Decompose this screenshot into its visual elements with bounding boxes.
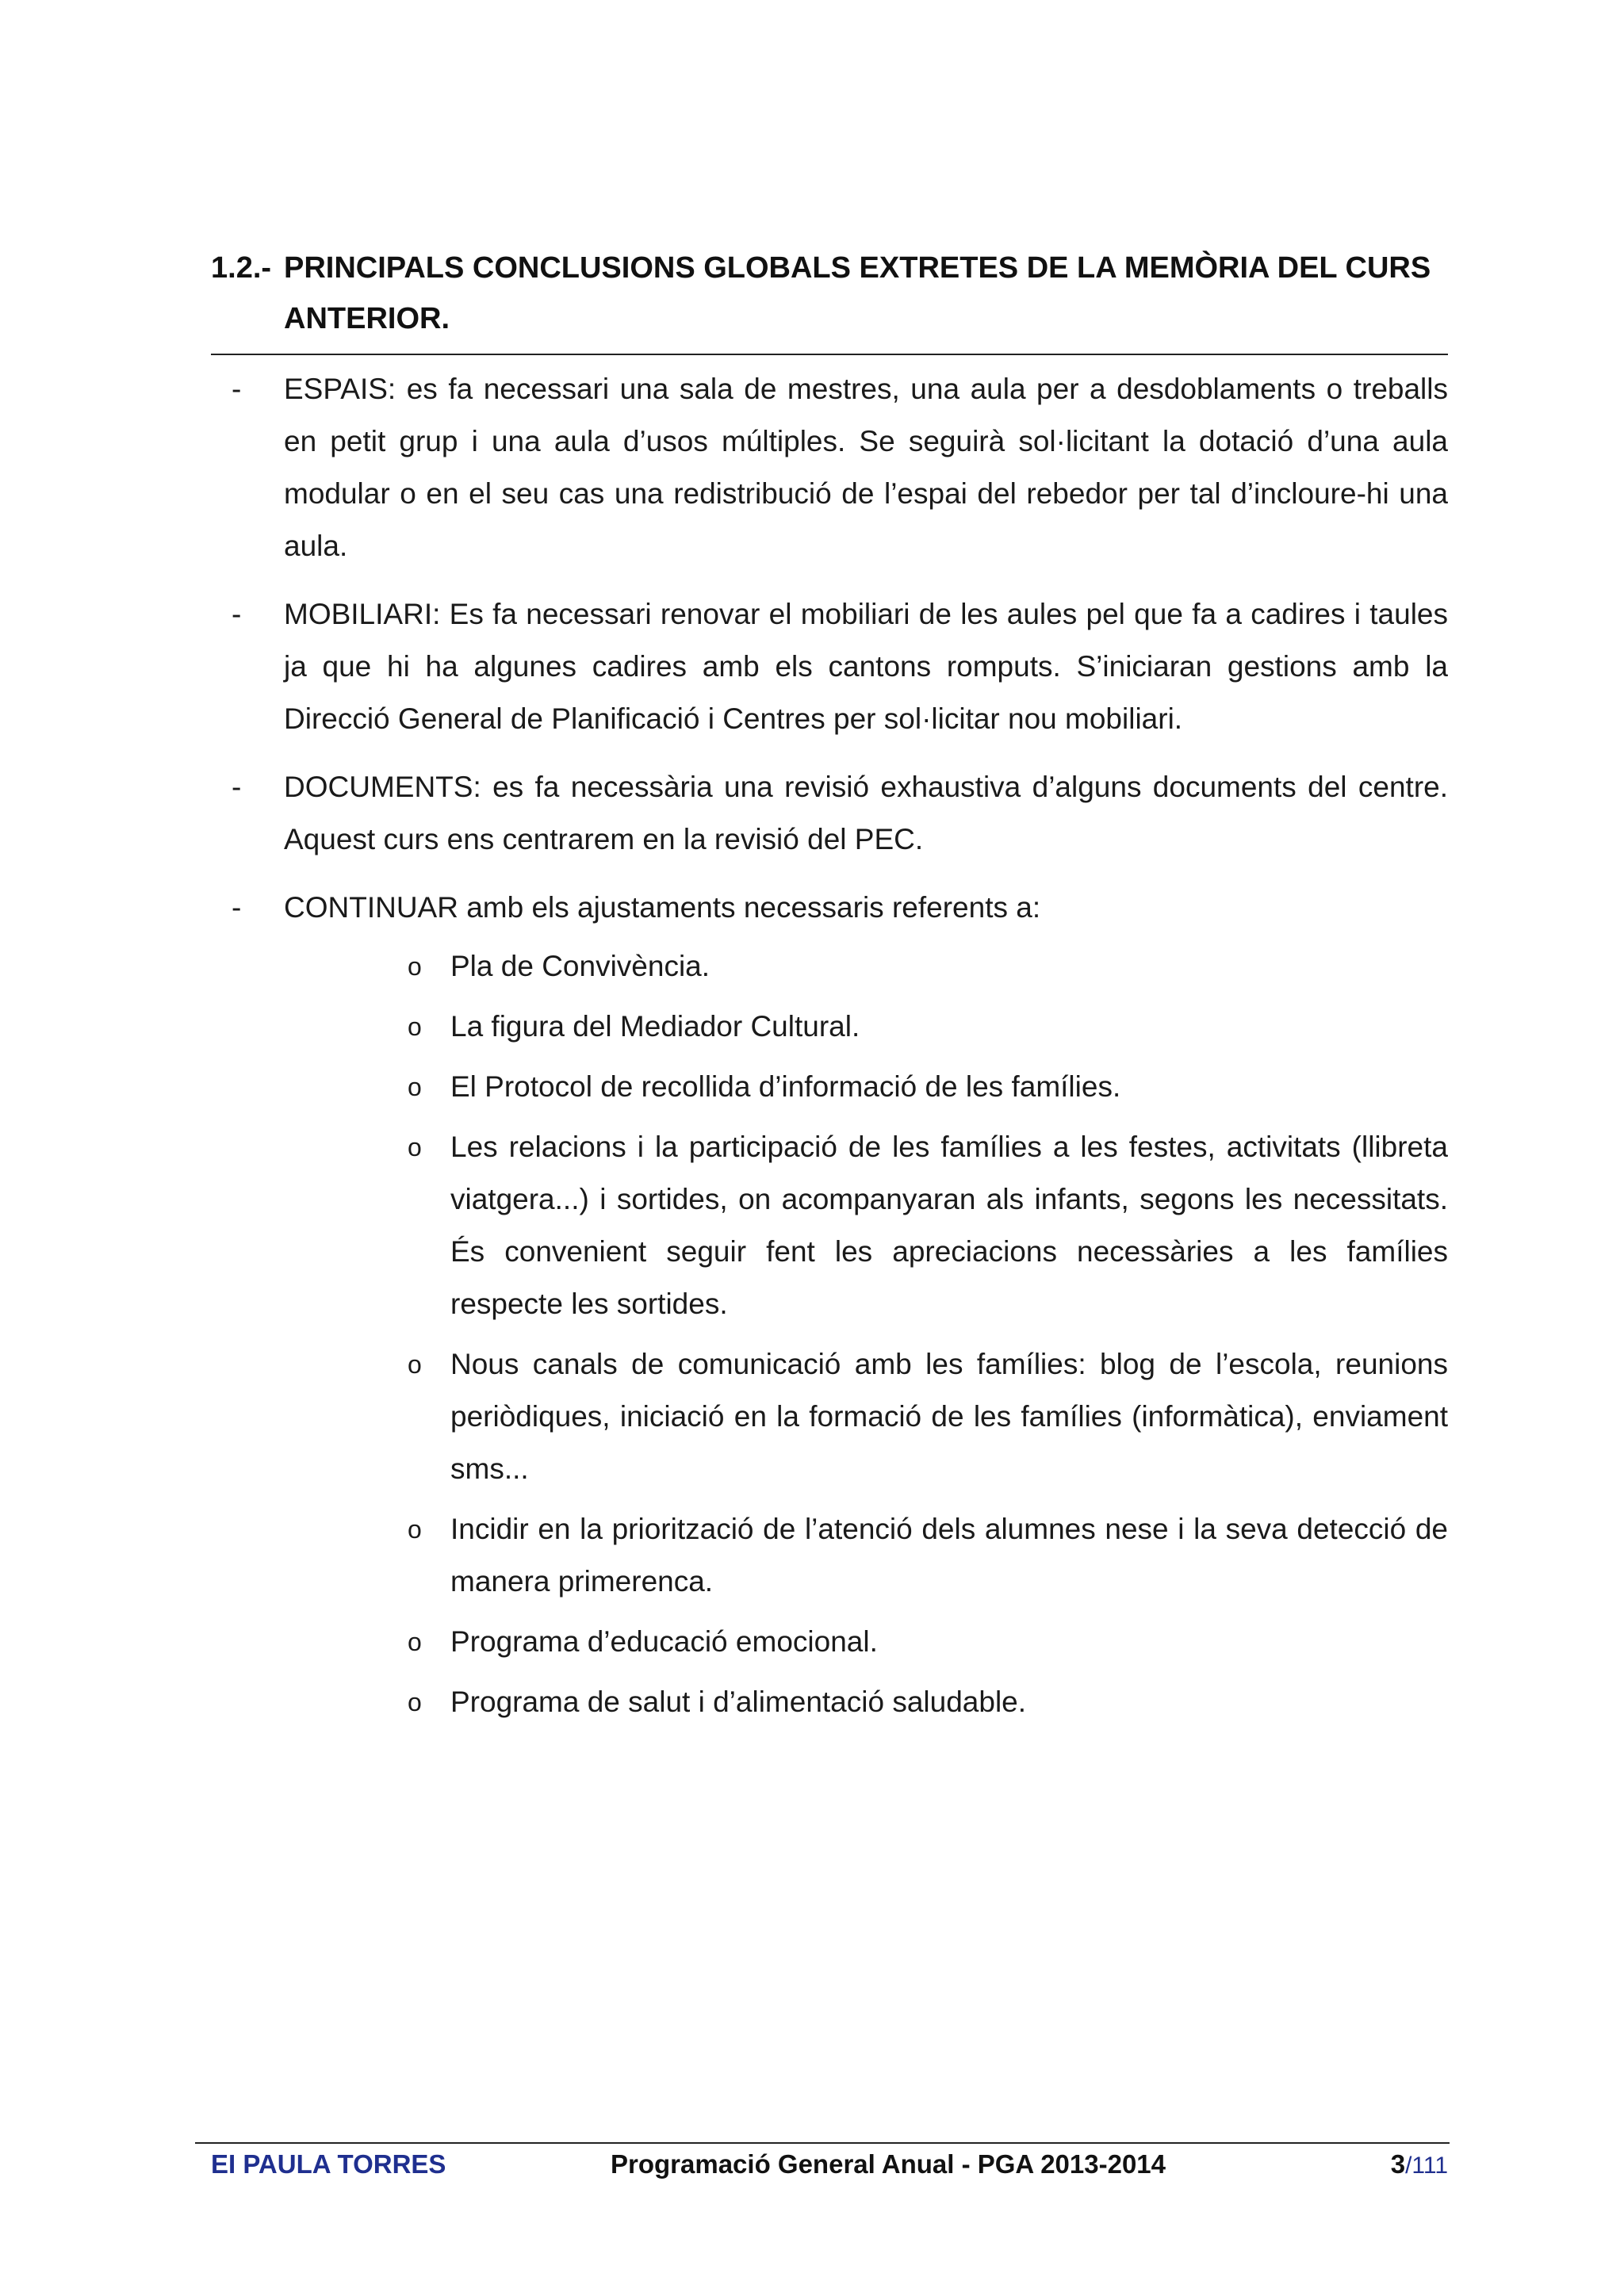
heading-rule [211, 354, 1448, 355]
sublist-item-text: La figura del Mediador Cultural. [450, 1010, 860, 1043]
list-item-mobiliari [211, 588, 1448, 745]
sublist-item [404, 1061, 1448, 1113]
section-heading [211, 243, 1448, 344]
circle-bullet-icon: o [408, 1628, 422, 1656]
circle-bullet-icon: o [408, 1350, 422, 1379]
footer-page-number [1391, 2147, 1448, 2183]
sublist-item [404, 1503, 1448, 1608]
footer-document-title: Programació General Anual - PGA 2013-2014 [611, 2149, 1166, 2179]
sublist-item [404, 1001, 1448, 1053]
circle-bullet-icon: o [408, 1012, 422, 1041]
list-item-text: MOBILIARI: Es fa necessari renovar el mobiliari de les aules pel que fa a cadires i taules ja que hi ha algunes cadires amb els cantons romputs. S’iniciaran gestions amb la Direcció General de Planificació i Centres per sol·licitar nou mobiliari. [284, 598, 1448, 735]
conclusions-list [211, 363, 1448, 1736]
continuar-sublist [404, 940, 1448, 1728]
list-item-documents [211, 761, 1448, 866]
sublist-item [404, 1121, 1448, 1330]
sublist-item-text: Les relacions i la participació de les famílies a les festes, activitats (llibreta viatgera...) i sortides, on acompanyaran als infants, segons les necessitats. És convenient seguir fent les apreciacions necessàries a les famílies respecte les sortides. [450, 1131, 1448, 1320]
dash-marker: - [232, 598, 242, 630]
dash-marker: - [232, 373, 242, 405]
total-pages: /111 [1405, 2152, 1448, 2179]
circle-bullet-icon: o [408, 1688, 422, 1716]
section-title-line1: PRINCIPALS CONCLUSIONS GLOBALS EXTRETES DE LA MEMÒRIA DEL CURS [284, 251, 1431, 285]
sublist-item [404, 1338, 1448, 1495]
section-number: 1.2.- [211, 251, 272, 285]
circle-bullet-icon: o [408, 1515, 422, 1544]
sublist-item [404, 1676, 1448, 1728]
circle-bullet-icon: o [408, 952, 422, 981]
list-item-continuar [211, 882, 1448, 934]
sublist-item-text: El Protocol de recollida d’informació de les famílies. [450, 1070, 1121, 1103]
sublist-item-text: Nous canals de comunicació amb les famílies: blog de l’escola, reunions periòdiques, iniciació en la formació de les famílies (informàtica), enviament sms... [450, 1348, 1448, 1485]
sublist-item-text: Pla de Convivència. [450, 950, 710, 982]
sublist-item-text: Programa de salut i d’alimentació saludable. [450, 1686, 1027, 1718]
dash-marker: - [232, 771, 242, 803]
sublist-item-text: Incidir en la priorització de l’atenció dels alumnes nese i la seva detecció de manera primerenca. [450, 1513, 1448, 1598]
section-title-line2: ANTERIOR. [284, 302, 450, 335]
footer-school-name: EI PAULA TORRES [211, 2149, 446, 2179]
section-heading-line1 [211, 243, 1448, 293]
footer-rule [195, 2142, 1450, 2144]
list-item-espais [211, 363, 1448, 572]
circle-bullet-icon: o [408, 1073, 422, 1101]
list-item-text: ESPAIS: es fa necessari una sala de mestres, una aula per a desdoblaments o treballs en petit grup i una aula d’usos múltiples. Se seguirà sol·licitant la dotació d’una aula modular o en el seu cas una redistribució de l’espai del rebedor per tal d’incloure-hi una aula. [284, 373, 1448, 562]
current-page: 3 [1390, 2149, 1406, 2179]
list-item-text: CONTINUAR amb els ajustaments necessaris referents a: [284, 891, 1041, 924]
circle-bullet-icon: o [408, 1133, 422, 1161]
page-footer [211, 2147, 1448, 2182]
sublist-item [404, 940, 1448, 993]
sublist-item-text: Programa d’educació emocional. [450, 1625, 878, 1658]
sublist-item [404, 1616, 1448, 1668]
dash-marker: - [232, 891, 242, 924]
list-item-text: DOCUMENTS: es fa necessària una revisió exhaustiva d’alguns documents del centre. Aquest curs ens centrarem en la revisió del PEC. [284, 771, 1448, 855]
